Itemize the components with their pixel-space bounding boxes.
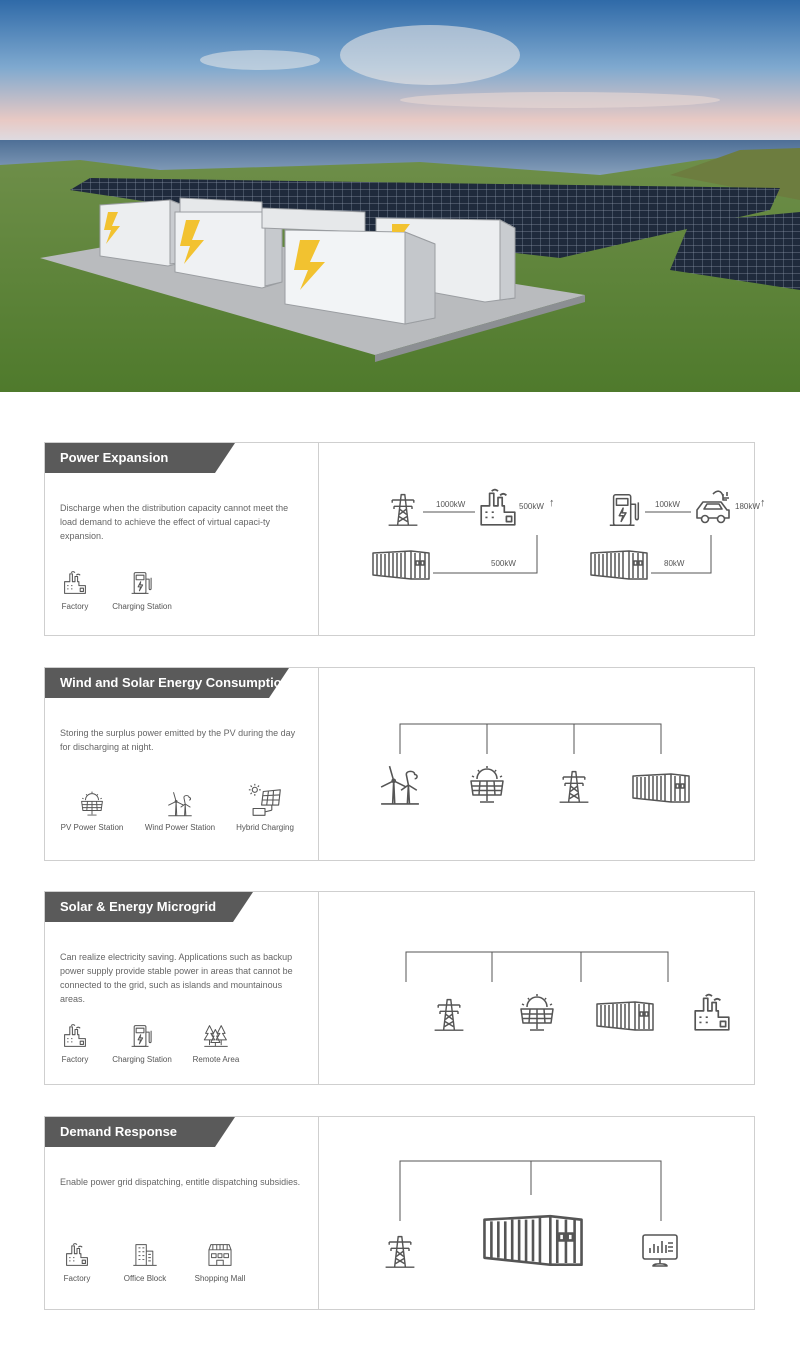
app-label: Factory xyxy=(63,1274,91,1283)
office-block-icon xyxy=(132,1242,158,1268)
wind-turbine-icon xyxy=(167,791,193,817)
card-description: Can realize electricity saving. Applications such as backup power supply provide stable power in areas that cannot be connected to the grid, such as islands and mountainous areas. xyxy=(60,952,293,1004)
card-title: Demand Response xyxy=(60,1124,178,1139)
battery-container-icon xyxy=(373,551,429,579)
wind-turbine-icon xyxy=(381,766,419,804)
charging-station-icon xyxy=(129,570,155,596)
app-label: Shopping Mall xyxy=(194,1274,246,1283)
card-microgrid xyxy=(44,891,755,1085)
card-demand-response xyxy=(44,1116,755,1310)
card-title: Wind and Solar Energy Consumption xyxy=(60,675,290,690)
card-power-expansion xyxy=(44,442,766,636)
transmission-tower-icon xyxy=(435,1000,464,1031)
charging-station-icon xyxy=(129,1023,155,1049)
card-title-tab xyxy=(45,1117,177,1147)
wind-solar-diagram xyxy=(319,668,755,860)
app-label: Factory xyxy=(61,1055,89,1064)
shopping-mall-icon xyxy=(205,1242,235,1268)
grid-to-factory-value: 1000kW xyxy=(436,500,466,509)
app-label: Factory xyxy=(61,602,89,611)
card-wind-solar xyxy=(44,667,755,861)
card-description: Enable power grid dispatching, entitle dispatching subsidies. xyxy=(60,1177,301,1187)
transmission-tower-icon xyxy=(389,495,418,526)
microgrid-diagram xyxy=(319,892,755,1084)
app-hybrid-charging xyxy=(215,791,315,832)
up-arrow-icon: ↑ xyxy=(760,497,766,509)
hero-image xyxy=(0,0,800,392)
app-label: Office Block xyxy=(123,1274,167,1283)
battery-container-icon xyxy=(484,1216,581,1265)
battery-container-icon xyxy=(633,774,689,802)
card-divider xyxy=(318,892,319,1084)
card-divider xyxy=(318,668,319,860)
up-arrow-icon: ↑ xyxy=(549,497,555,509)
battery-container-icon xyxy=(597,1002,653,1030)
card-divider xyxy=(318,1117,319,1309)
app-label: PV Power Station xyxy=(60,823,124,832)
app-remote-area xyxy=(166,1023,266,1064)
storage-to-ev-value: 80kW xyxy=(664,559,685,568)
electric-car-icon xyxy=(697,491,729,522)
factory-icon xyxy=(64,1242,90,1268)
hybrid-charging-icon xyxy=(248,783,282,817)
card-title: Solar & Energy Microgrid xyxy=(60,899,217,914)
card-title-tab xyxy=(45,892,216,922)
solar-panel-icon xyxy=(521,994,553,1030)
factory-load-value: 500kW xyxy=(519,502,544,511)
factory-icon xyxy=(62,570,88,596)
solar-panel-icon xyxy=(79,791,105,817)
app-label: Hybrid Charging xyxy=(236,823,294,832)
app-pv-power-station xyxy=(42,791,142,832)
factory-icon xyxy=(695,995,729,1030)
station-to-ev-value: 100kW xyxy=(655,500,680,509)
solar-panel-icon xyxy=(471,766,503,802)
app-shopping-mall xyxy=(170,1242,270,1283)
transmission-tower-icon xyxy=(560,772,589,803)
ev-load-value: 180kW xyxy=(735,502,760,511)
remote-area-icon xyxy=(203,1023,229,1049)
app-charging-station xyxy=(92,570,192,611)
factory-icon xyxy=(481,490,515,525)
app-label: Charging Station xyxy=(112,1055,172,1064)
factory-icon xyxy=(62,1023,88,1049)
charging-station-icon xyxy=(610,495,639,525)
hero-solar-battery-storage-photo-icon xyxy=(0,0,800,392)
transmission-tower-icon xyxy=(386,1237,415,1268)
demand-response-diagram xyxy=(319,1117,755,1309)
app-label: Charging Station xyxy=(112,602,172,611)
card-title: Power Expansion xyxy=(60,450,169,465)
app-label: Remote Area xyxy=(192,1055,240,1064)
app-label: Wind Power Station xyxy=(144,823,216,832)
battery-container-icon xyxy=(591,551,647,579)
storage-to-factory-value: 500kW xyxy=(491,559,516,568)
monitor-dashboard-icon xyxy=(643,1235,677,1266)
card-description: Storing the surplus power emitted by the PV during the day for discharging at night. xyxy=(60,728,296,752)
card-title-tab xyxy=(45,443,168,473)
power-expansion-diagram xyxy=(319,443,766,635)
card-divider xyxy=(318,443,319,635)
card-description: Discharge when the distribution capacity cannot meet the load demand to achieve the effect of virtual capaci-ty expansion. xyxy=(60,503,289,541)
card-title-tab xyxy=(45,668,290,698)
